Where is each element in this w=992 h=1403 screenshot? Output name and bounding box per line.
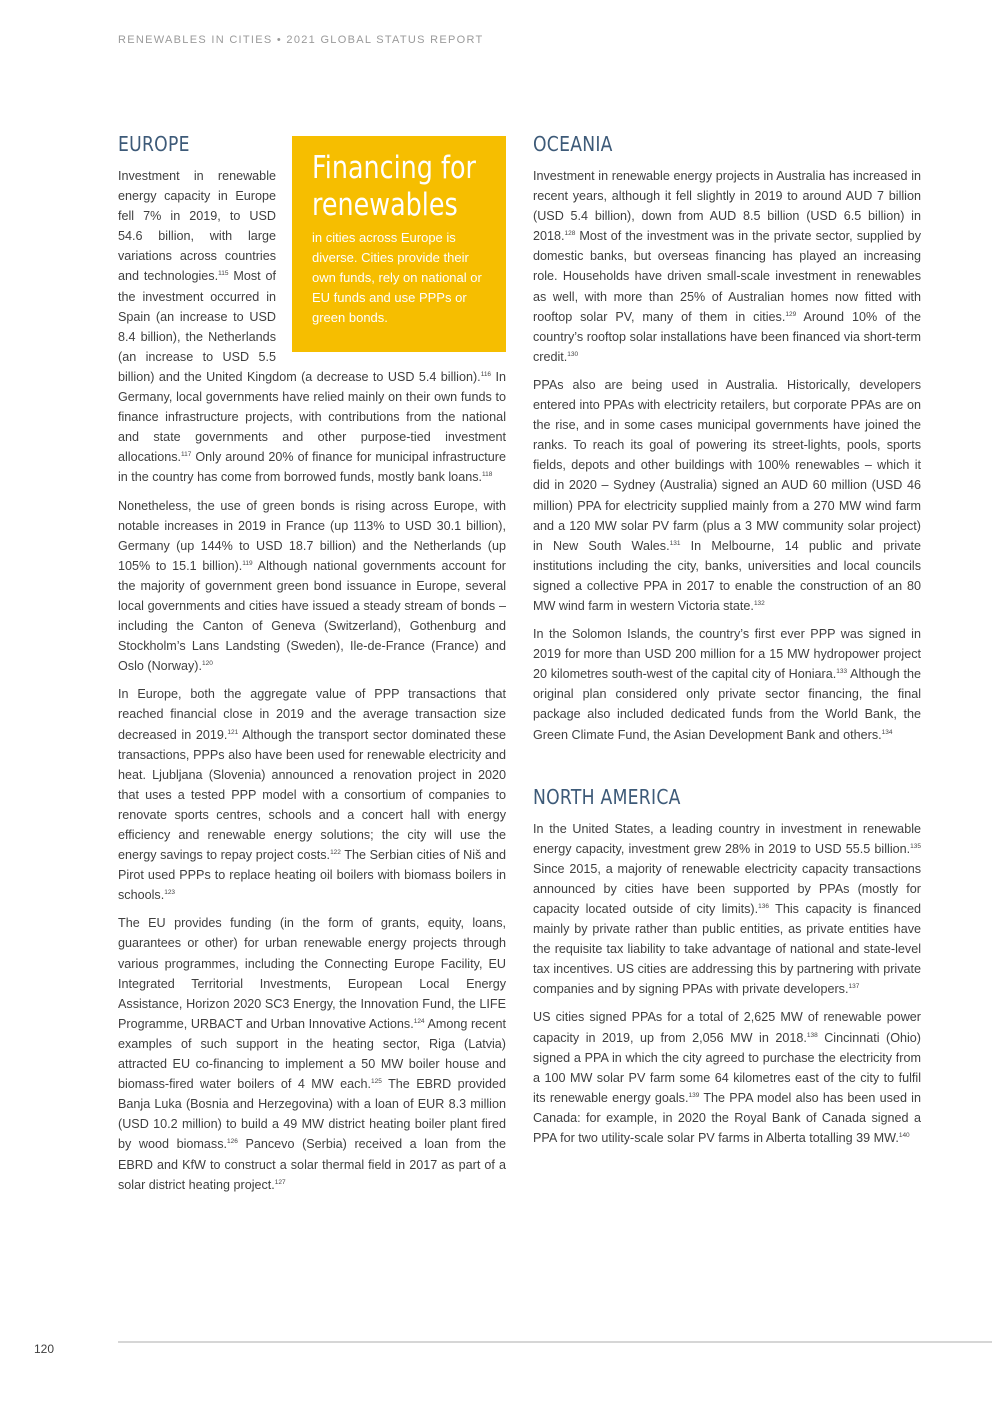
paragraph-text: Since 2015, a majority of renewable electricity capacity transactions announced by cities have been supported by PPAs (mostly for capacity located outside of city limits). <box>533 861 921 916</box>
footnote-ref: 131 <box>669 539 681 547</box>
footnote-ref: 120 <box>201 660 213 668</box>
footnote-ref: 134 <box>881 728 893 736</box>
paragraph <box>118 496 506 677</box>
footer-rule <box>118 1341 992 1343</box>
section-title-europe: EUROPE <box>118 132 190 156</box>
footnote-ref: 129 <box>785 310 797 318</box>
paragraph <box>533 1007 921 1148</box>
paragraph-text: In the United States, a leading country in investment in renewable energy capacity, investment grew 28% in 2019 to USD 55.5 billion. <box>533 821 921 856</box>
paragraph-text: In the Solomon Islands, the country’s first ever PPP was signed in 2019 for more than USD 200 million for a 15 MW hydropower project 20 kilometres south-west of the capital city of Honiara. <box>533 627 921 682</box>
paragraph-text: PPAs also are being used in Australia. Historically, developers entered into PPAs with electricity retailers, but corporate PPAs are on the rise, and in some cases municipal governments have joined the ranks. To reach its goal of powering its street-lights, pools, sports fields, depots and other buildings with 100% renewables – which it did in 2020 – Sydney (Australia) signed an AUD 60 million (USD 46 million) PPA for electricity supplied mainly from a 270 MW wind farm and a 120 MW solar PV farm (plus a 3 MW community solar project) in New South Wales. <box>533 377 921 553</box>
footnote-ref: 135 <box>910 842 921 850</box>
paragraph-text: Pancevo (Serbia) received a loan from the EBRD and KfW to construct a solar thermal field in 2017 as part of a solar district heating project. <box>118 1137 506 1192</box>
paragraph-text: Nonetheless, the use of green bonds is rising across Europe, with notable increases in 2019 in France (up 113% to USD 30.1 billion), Germany (up 144% to USD 18.7 billion) and the Netherlands (up 105% to 15.1 billion). <box>118 498 506 573</box>
footnote-ref: 121 <box>227 728 239 736</box>
paragraph-text: This capacity is financed mainly by private rather than public entities, as private entities have the requisite tax liability to take advantage of national and state-level tax incentives. US cities are addressing this by partnering with private companies and by signing PPAs with private developers. <box>533 902 922 997</box>
footnote-ref: 136 <box>758 902 769 910</box>
footnote-ref: 137 <box>848 983 860 991</box>
footnote-ref: 123 <box>164 889 176 897</box>
paragraph-text: In Melbourne, 14 public and private institutions including the city, banks, universities and local councils signed a collective PPA in 2017 to enable the construction of an 80 MW wind farm in western Victoria state. <box>533 538 921 613</box>
section-title-north-america: NORTH AMERICA <box>533 784 681 809</box>
paragraph <box>533 624 921 745</box>
footnote-ref: 119 <box>242 559 253 567</box>
paragraph-text: The Serbian cities of Niš and Pirot used PPPs to replace heating oil boilers with biomass boilers in schools. <box>118 848 506 903</box>
paragraph-text: The PPA model also has been used in Canada: for example, in 2020 the Royal Bank of Canada signed a PPA for two utility-scale solar PV farms in Alberta totalling 39 MW. <box>533 1090 921 1146</box>
paragraph-text: Although the transport sector dominated these transactions, PPPs also have been used for renewable electricity and heat. Ljubljana (Slovenia) announced a renovation project in 2020 that uses a tested PPP model with a consortium of companies to renovate sports centres, schools and a concert hall with energy efficiency and renewable energy solutions; the city will use the energy savings to repay project costs. <box>118 727 506 863</box>
paragraph <box>533 819 921 1000</box>
footnote-ref: 125 <box>370 1077 382 1085</box>
paragraph-text: The EU provides funding (in the form of grants, equity, loans, guarantees or other) for urban renewable energy projects through various programmes, including the Connecting Europe Facility, EU Integrated Territorial Investments, European Local Energy Assistance, Horizon 2020 SC3 Energy, the Innovation Fund, the LIFE Programme, URBACT and Urban Innovative Actions. <box>118 916 506 1031</box>
paragraph-text: In Germany, local governments have relied mainly on their own funds to finance infrastructure projects, with contributions from the national and state governments and other purpose-tied investment allocations. <box>118 369 506 465</box>
page-number: 120 <box>34 1342 55 1356</box>
callout-text: in cities across Europe is diverse. Cities provide their own funds, rely on national or EU funds and use PPPs or green bonds. <box>312 230 482 325</box>
footnote-ref: 115 <box>218 270 229 278</box>
paragraph-text: Most of the investment occurred in Spain (an increase to USD 8.4 billion), the Netherlands (an increase to USD 5.5 billion) and the United Kingdom (a decrease to USD 5.4 billion). <box>118 269 481 384</box>
paragraph-text: Among recent examples of such support in the heating sector, Riga (Latvia) attracted EU co-financing to implement a 50 MW boiler house and biomass-fired water boilers of 4 MW each. <box>118 1016 506 1092</box>
paragraph-text: Although the original plan considered only private sector financing, the final package also included dedicated funds from the World Bank, the Green Climate Fund, the Asian Development Bank and others. <box>533 667 921 742</box>
paragraph-text: The EBRD provided Banja Luka (Bosnia and Herzegovina) with a loan of EUR 8.3 million (USD 10.2 million) to build a 49 MW district heating boiler plant fired by wood biomass. <box>118 1077 506 1152</box>
paragraph-text: Cincinnati (Ohio) signed a PPA in which the city agreed to purchase the electricity from a 100 MW solar PV farm some 64 kilometres east of the city to fulfil its renewable energy goals. <box>533 1030 921 1105</box>
footnote-ref: 126 <box>227 1138 238 1146</box>
paragraph-text: Around 10% of the country’s rooftop solar installations have been financed via short-term credit. <box>533 309 921 364</box>
paragraph-text: Most of the investment was in the private sector, supplied by domestic banks, but overseas financing has played an increasing role. Households have driven small-scale investment in renewables as well, with more than 25% of Australian homes now fitted with rooftop solar PV, many of them in cities. <box>533 229 921 324</box>
footnote-ref: 128 <box>564 230 576 238</box>
footnote-ref: 116 <box>480 370 492 378</box>
paragraph-text: Only around 20% of finance for municipal infrastructure in the country has come from borrowed funds, mostly bank loans. <box>118 450 506 485</box>
callout-box <box>292 136 506 352</box>
footnote-ref: 124 <box>413 1017 425 1025</box>
running-header: RENEWABLES IN CITIES • 2021 GLOBAL STATUS REPORT <box>118 34 484 46</box>
footnote-ref: 139 <box>688 1091 700 1099</box>
paragraph-text: Investment in renewable energy capacity in Europe fell 7% in 2019, to USD 54.6 billion, with large variations across countries and technologies. <box>118 169 276 284</box>
paragraph <box>118 684 506 905</box>
footnote-ref: 122 <box>330 848 341 856</box>
left-column <box>118 130 506 1203</box>
paragraph <box>533 375 921 616</box>
callout-title: Financing for renewables <box>312 150 476 223</box>
paragraph <box>533 166 921 367</box>
paragraph-text: Although national governments account for the majority of government green bond issuance in Europe, several local governments and cities have issued a steady stream of bonds – including the Canton of Geneva (Switzerland), Gothenburg and Stockholm’s Lans Landsting (Sweden), Ile-de-France (France) and Oslo (Norway). <box>118 558 506 674</box>
paragraph-text: In Europe, both the aggregate value of PPP transactions that reached financial close in 2019 and the average transaction size decreased in 2019. <box>118 687 506 742</box>
footnote-ref: 138 <box>806 1031 818 1039</box>
footnote-ref: 127 <box>274 1178 286 1186</box>
paragraph <box>118 913 506 1194</box>
footnote-ref: 140 <box>898 1131 910 1139</box>
footnote-ref: 118 <box>482 471 493 479</box>
footnote-ref: 133 <box>836 668 848 676</box>
section-title-oceania: OCEANIA <box>533 132 613 156</box>
paragraph-text: Investment in renewable energy projects in Australia has increased in recent years, although it fell slightly in 2019 to around AUD 7 billion (USD 5.4 billion), down from AUD 8.5 billion (USD 6.5 billion) in 2018. <box>533 169 921 244</box>
paragraph-text: US cities signed PPAs for a total of 2,625 MW of renewable power capacity in 2019, up from 2,056 MW in 2018. <box>533 1010 921 1045</box>
footnote-ref: 130 <box>567 350 579 358</box>
right-column <box>533 130 921 1156</box>
footnote-ref: 132 <box>753 599 765 607</box>
footnote-ref: 117 <box>181 451 192 459</box>
